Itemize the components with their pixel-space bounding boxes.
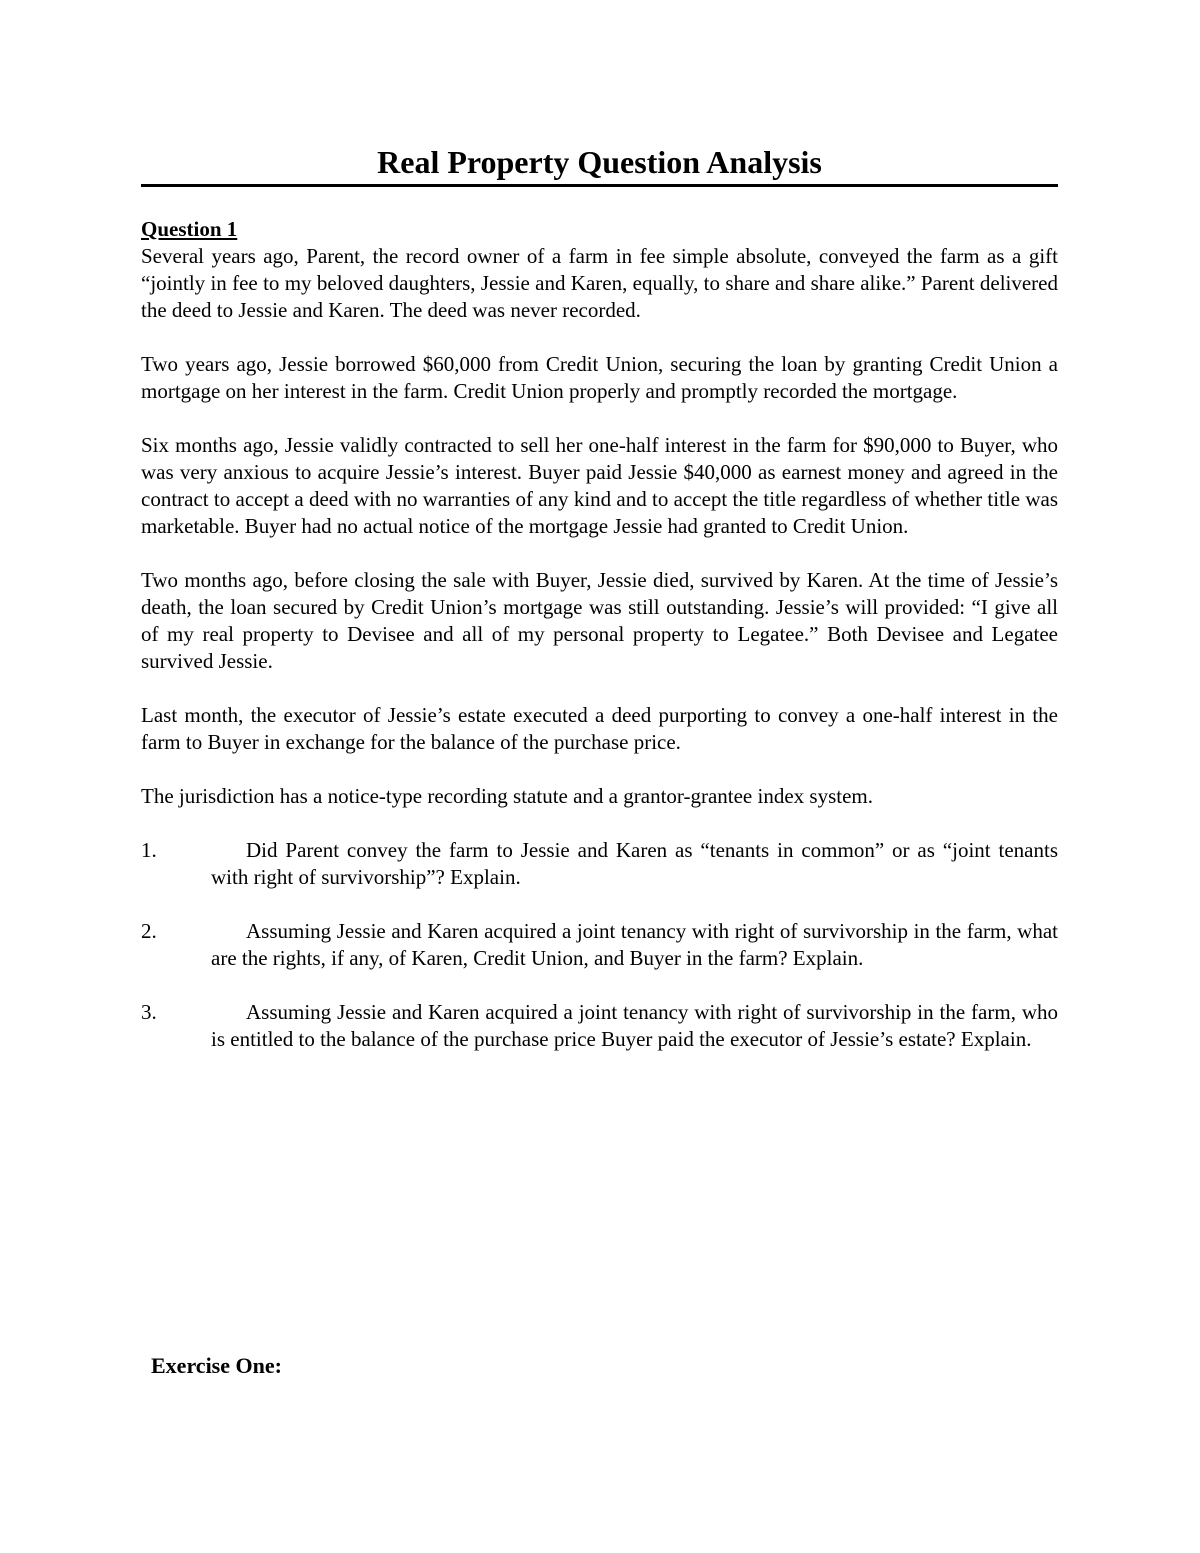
fact-paragraph-5: Last month, the executor of Jessie’s estate executed a deed purporting to convey a one-half interest in the farm to Buyer in exchange for the balance of the purchase price. — [141, 703, 1058, 754]
fact-paragraph-6: The jurisdiction has a notice-type recording statute and a grantor-grantee index system. — [141, 784, 873, 808]
question-number: 2. — [141, 919, 157, 943]
fact-paragraph-2: Two years ago, Jessie borrowed $60,000 from Credit Union, securing the loan by granting Credit Union a mortgage on her interest in the farm. Credit Union properly and promptly recorded the mortgage. — [141, 352, 1058, 403]
page-title: Real Property Question Analysis — [377, 144, 822, 180]
question-number: 3. — [141, 1000, 157, 1024]
question-text: Assuming Jessie and Karen acquired a joint tenancy with right of survivorship in the farm, who is entitled to the balance of the purchase price Buyer paid the executor of Jessie’s estate? Explain. — [211, 1000, 1058, 1051]
question-item-2 — [141, 918, 1058, 972]
title-underline-rule — [141, 184, 1058, 187]
exercise-label: Exercise One: — [151, 1353, 282, 1378]
fact-paragraph-3: Six months ago, Jessie validly contracted to sell her one-half interest in the farm for $90,000 to Buyer, who was very anxious to acquire Jessie’s interest. Buyer paid Jessie $40,000 as earnest money and agreed in the contract to accept a deed with no warranties of any kind and to accept the title regardless of whether title was marketable. Buyer had no actual notice of the mortgage Jessie had granted to Credit Union. — [141, 433, 1058, 538]
fact-paragraph-1: Several years ago, Parent, the record owner of a farm in fee simple absolute, conveyed the farm as a gift “jointly in fee to my beloved daughters, Jessie and Karen, equally, to share and share alike.” Parent delivered the deed to Jessie and Karen. The deed was never recorded. — [141, 244, 1058, 322]
question-heading: Question 1 — [141, 217, 238, 241]
question-text: Assuming Jessie and Karen acquired a joint tenancy with right of survivorship in the farm, what are the rights, if any, of Karen, Credit Union, and Buyer in the farm? Explain. — [211, 919, 1058, 970]
question-item-1 — [141, 837, 1058, 891]
fact-paragraph-4: Two months ago, before closing the sale with Buyer, Jessie died, survived by Karen. At the time of Jessie’s death, the loan secured by Credit Union’s mortgage was still outstanding. Jessie’s will provided: “I give all of my real property to Devisee and all of my personal property to Legatee.” Both Devisee and Legatee survived Jessie. — [141, 568, 1058, 673]
document-body — [141, 216, 1058, 1080]
question-number: 1. — [141, 838, 157, 862]
question-text: Did Parent convey the farm to Jessie and Karen as “tenants in common” or as “joint tenants with right of survivorship”? Explain. — [211, 838, 1058, 889]
question-item-3 — [141, 999, 1058, 1053]
